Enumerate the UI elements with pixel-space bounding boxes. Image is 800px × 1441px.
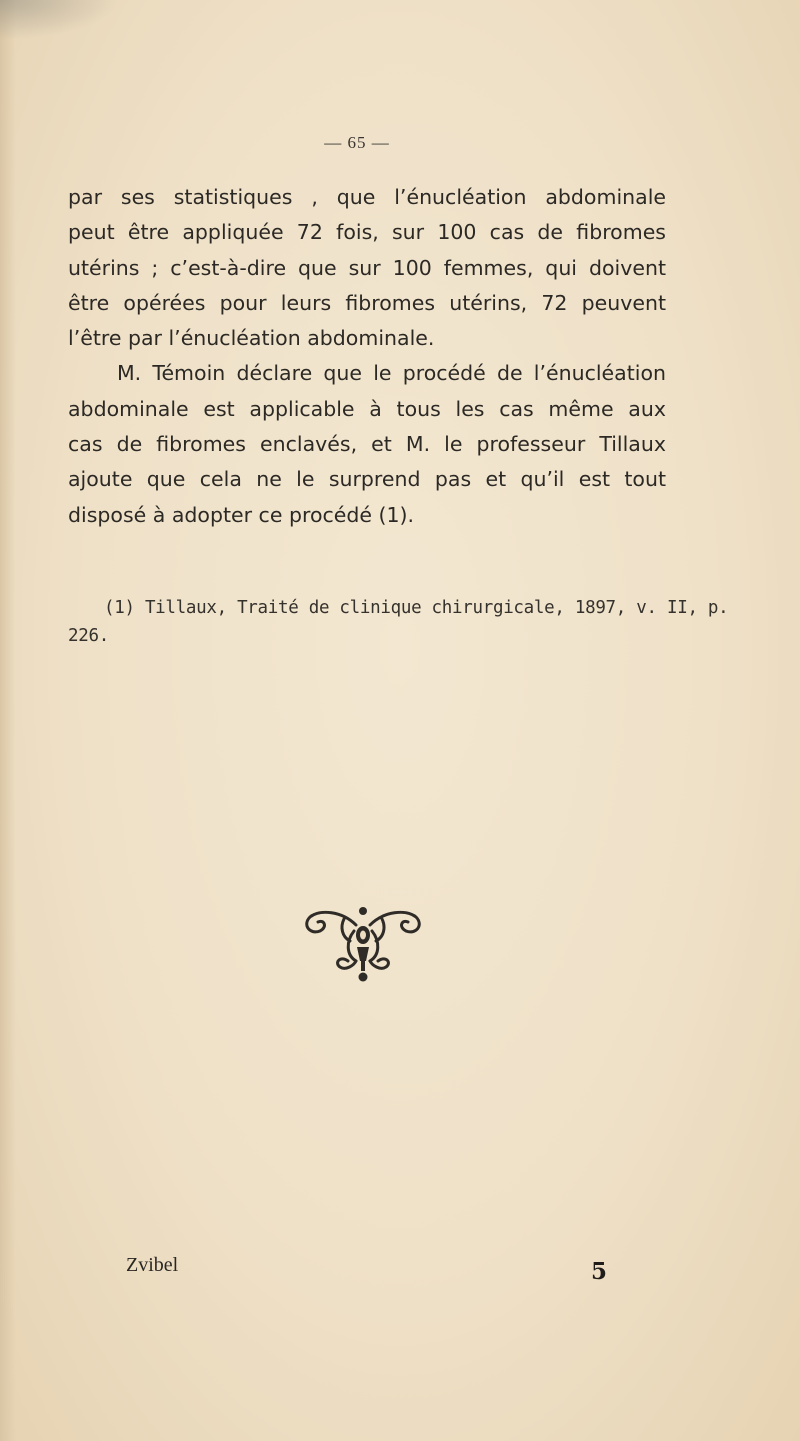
body-text — [68, 180, 666, 533]
paragraph-1-line-3: utérins ; c’est-à-dire que sur 100 femmes, qui doivent — [68, 255, 666, 280]
paragraph-2-line-5: disposé à adopter ce procédé (1). — [68, 502, 415, 527]
page-left-edge — [0, 0, 16, 1441]
paragraph-1-line-5: l’être par l’énucléation abdominale. — [68, 326, 435, 351]
paragraph-2-line-2: abdominale est applicable à tous les cas même aux — [68, 396, 666, 421]
fleuron-ornament-icon — [298, 895, 428, 985]
paragraph-1-line-4: être opérées pour leurs fibromes utérins, 72 peuvent — [68, 290, 666, 315]
page-number: — 65 — — [324, 133, 390, 152]
footnote-line-2: 226. — [68, 626, 109, 646]
sheet-number: 5 — [591, 1258, 608, 1285]
signature: Zvibel — [126, 1254, 179, 1276]
paragraph-2-line-3: cas de fibromes enclavés, et M. le professeur Tillaux — [68, 432, 666, 457]
footnote — [68, 594, 729, 650]
footnote-line-1: (1) Tillaux, Traité de clinique chirurgicale, 1897, v. II, p. — [104, 598, 729, 618]
paragraph-2-line-4: ajoute que cela ne le surprend pas et qu’il est tout — [68, 467, 666, 492]
paragraph-2-line-1: M. Témoin déclare que le procédé de l’énucléation — [117, 361, 666, 386]
page-corner-shadow — [0, 0, 120, 40]
paragraph-1-line-1: par ses statistiques , que l’énucléation abdominale — [68, 185, 666, 209]
paragraph-1-line-2: peut être appliquée 72 fois, sur 100 cas de fibromes — [68, 220, 666, 245]
